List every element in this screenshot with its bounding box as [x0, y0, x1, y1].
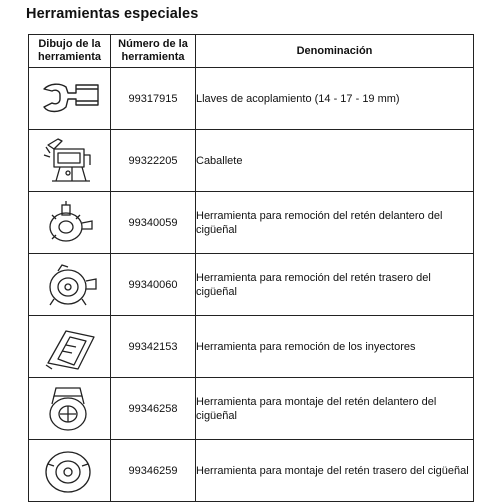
header-name: Denominación: [196, 35, 474, 68]
page-title: Herramientas especiales: [26, 6, 199, 22]
front-seal-installer-icon: [38, 382, 102, 436]
tool-name: Herramienta para montaje del retén trasero del cigüeñal: [196, 440, 474, 502]
tool-drawing-cell: [29, 68, 111, 130]
table-row: [29, 192, 474, 254]
table-row: [29, 378, 474, 440]
tool-drawing-cell: [29, 440, 111, 502]
tool-name: Herramienta para remoción del retén delantero del cigüeñal: [196, 192, 474, 254]
tool-number: 99340060: [111, 254, 196, 316]
header-drawing: Dibujo de la herramienta: [29, 35, 111, 68]
table-row: [29, 130, 474, 192]
table-row: [29, 440, 474, 502]
tool-drawing-cell: [29, 254, 111, 316]
tool-drawing-cell: [29, 130, 111, 192]
rear-seal-puller-icon: [38, 259, 102, 311]
tool-number: 99342153: [111, 316, 196, 378]
header-number: Número de la herramienta: [111, 35, 196, 68]
tool-number: 99346258: [111, 378, 196, 440]
tool-name: Herramienta para remoción del retén trasero del cigüeñal: [196, 254, 474, 316]
tool-number: 99317915: [111, 68, 196, 130]
injector-remover-icon: [38, 321, 102, 373]
tool-number: 99346259: [111, 440, 196, 502]
tool-name: Herramienta para remoción de los inyectores: [196, 316, 474, 378]
tool-name: Llaves de acoplamiento (14 - 17 - 19 mm): [196, 68, 474, 130]
special-tools-table: [28, 34, 474, 502]
tool-number: 99322205: [111, 130, 196, 192]
table-header-row: [29, 35, 474, 68]
tool-name: Caballete: [196, 130, 474, 192]
stand-icon: [38, 135, 102, 187]
tool-number: 99340059: [111, 192, 196, 254]
table-row: [29, 68, 474, 130]
tool-drawing-cell: [29, 192, 111, 254]
table-row: [29, 316, 474, 378]
tool-name: Herramienta para montaje del retén delantero del cigüeñal: [196, 378, 474, 440]
tool-drawing-cell: [29, 378, 111, 440]
front-seal-puller-icon: [38, 197, 102, 249]
crowfoot-wrench-icon: [38, 75, 102, 123]
rear-seal-installer-icon: [38, 444, 102, 498]
table-row: [29, 254, 474, 316]
tool-drawing-cell: [29, 316, 111, 378]
